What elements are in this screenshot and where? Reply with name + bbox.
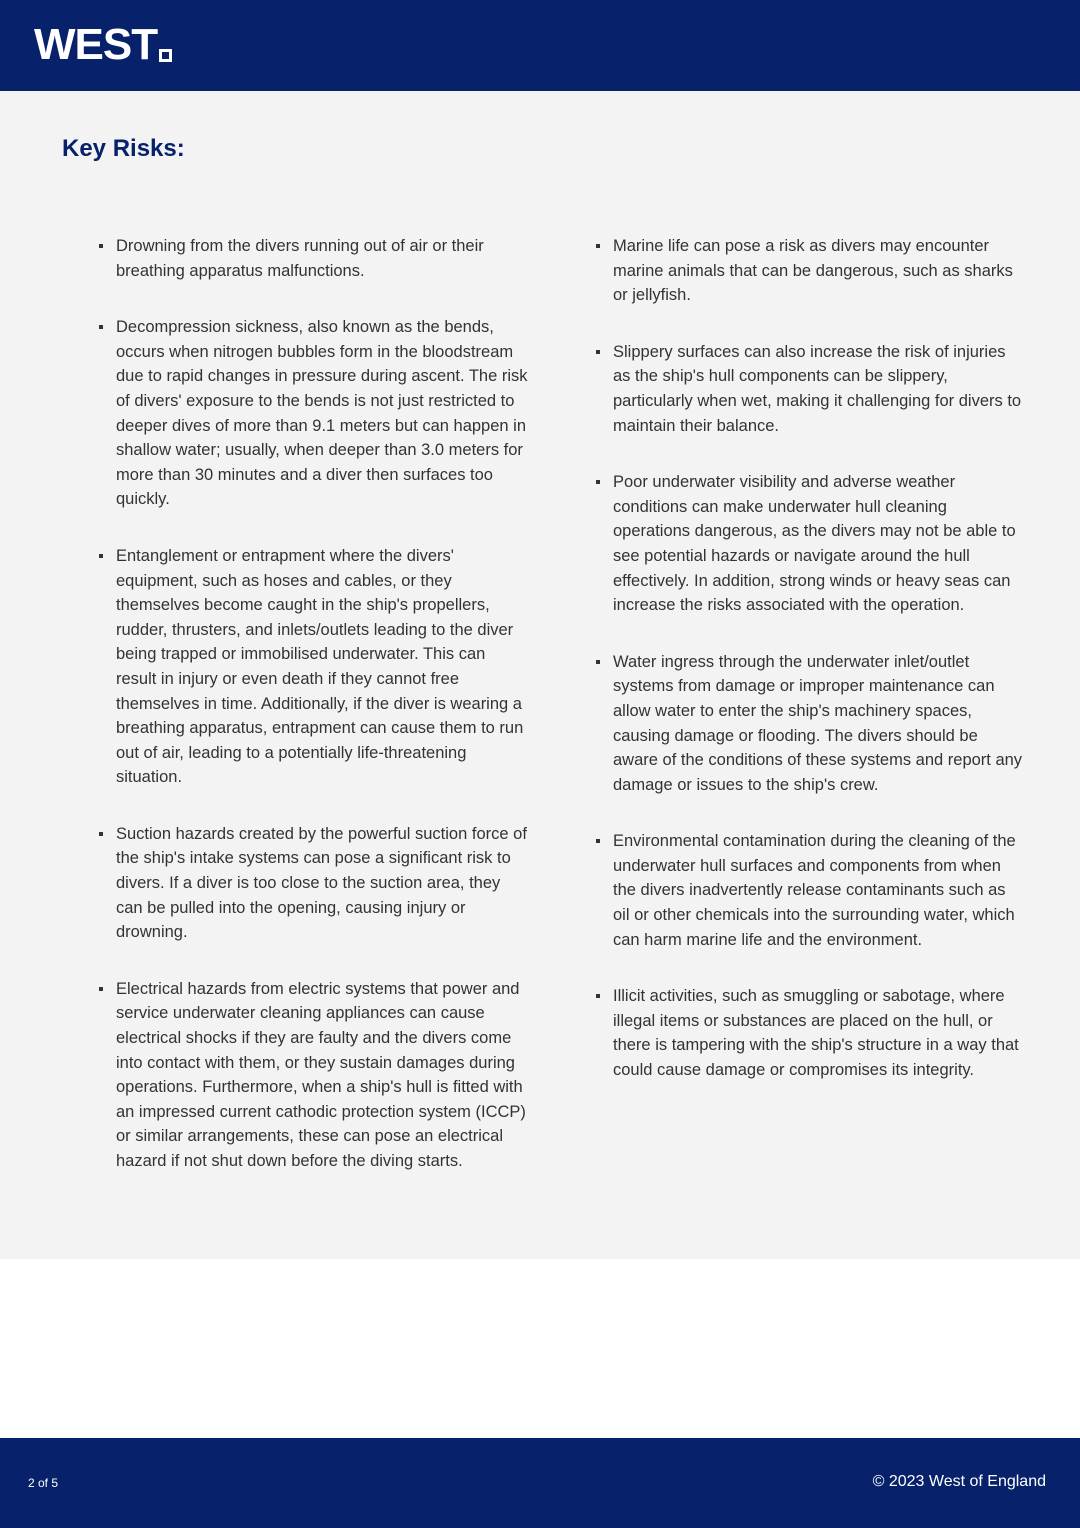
list-item	[98, 315, 528, 512]
list-item	[595, 234, 1025, 308]
risk-list-right	[595, 234, 1025, 1115]
west-logo	[34, 20, 172, 69]
list-item-text: Drowning from the divers running out of air or their breathing apparatus malfunctions.	[116, 237, 484, 280]
list-item-text: Decompression sickness, also known as the bends, occurs when nitrogen bubbles form in the bloodstream due to rapid changes in pressure during ascent. The risk of divers' exposure to the bends is not just restricted to deeper dives of more than 9.1 meters but can happen in shallow water; usually, when deeper than 3.0 meters for more than 30 minutes and a diver then surfaces too quickly.	[116, 318, 528, 509]
main-content	[0, 91, 1080, 1259]
list-item-text: Suction hazards created by the powerful suction force of the ship's intake systems can pose a significant risk to divers. If a diver is too close to the suction area, they can be pulled into the opening, causing injury or drowning.	[116, 824, 527, 942]
page-number: 2 of 5	[28, 1476, 59, 1490]
bullet-icon	[99, 325, 103, 329]
page-footer	[0, 1438, 1080, 1528]
list-item-text: Marine life can pose a risk as divers may encounter marine animals that can be dangerous, such as sharks or jellyfish.	[613, 237, 1013, 305]
bullet-icon	[99, 832, 103, 836]
bullet-icon	[596, 839, 600, 843]
bullet-icon	[596, 994, 600, 998]
list-item-text: Slippery surfaces can also increase the risk of injuries as the ship's hull components can be slippery, particularly when wet, making it challenging for divers to maintain their balance.	[613, 342, 1022, 435]
copyright-text: © 2023 West of England	[872, 1473, 1046, 1490]
list-item	[595, 829, 1025, 952]
logo-text: WEST	[34, 20, 158, 69]
list-item-text: Electrical hazards from electric systems that power and service underwater cleaning appliances can cause electrical shocks if they are faulty and the divers come into contact with them, or they sustain damages during operations. Furthermore, when a ship's hull is fitted with an impressed current cathodic protection system (ICCP) or similar arrangements, these can pose an electrical hazard if not shut down before the diving starts.	[116, 979, 526, 1170]
list-item-text: Water ingress through the underwater inlet/outlet systems from damage or improper maintenance can allow water to enter the ship's machinery spaces, causing damage or flooding. The divers should be aware of the conditions of these systems and report any damage or issues to the ship's crew.	[613, 652, 1023, 794]
bullet-icon	[99, 244, 103, 248]
list-item	[98, 234, 528, 283]
bullet-icon	[99, 987, 103, 991]
list-item-text: Poor underwater visibility and adverse weather conditions can make underwater hull cleaning operations dangerous, as the divers may not be able to see potential hazards or navigate around the hull effectively. In addition, strong winds or heavy seas can increase the risks associated with the operation.	[613, 473, 1016, 615]
list-item-text: Entanglement or entrapment where the divers' equipment, such as hoses and cables, or they themselves become caught in the ship's propellers, rudder, thrusters, and inlets/outlets leading to the diver being trapped or immobilised underwater. This can result in injury or even death if they cannot free themselves in time. Additionally, if the diver is wearing a breathing apparatus, entrapment can cause them to run out of air, leading to a potentially life-threatening situation.	[116, 546, 524, 787]
risk-list-left	[98, 234, 528, 1206]
bullet-icon	[99, 554, 103, 558]
bullet-icon	[596, 480, 600, 484]
list-item-text: Illicit activities, such as smuggling or sabotage, where illegal items or substances are placed on the hull, or there is tampering with the ship's structure in a way that could cause damage or compromises its integrity.	[613, 987, 1019, 1080]
list-item	[98, 977, 528, 1174]
list-item	[595, 650, 1025, 798]
list-item	[98, 822, 528, 945]
list-item	[595, 984, 1025, 1082]
list-item	[595, 340, 1025, 438]
list-item-text: Environmental contamination during the cleaning of the underwater hull surfaces and components from when the divers inadvertently release contaminants such as oil or other chemicals into the surrounding water, which can harm marine life and the environment.	[613, 832, 1016, 949]
section-title: Key Risks:	[62, 135, 185, 162]
bullet-icon	[596, 244, 600, 248]
page-header	[0, 0, 1080, 91]
bullet-icon	[596, 350, 600, 354]
logo-square-icon	[159, 49, 172, 62]
list-item	[98, 544, 528, 790]
list-item	[595, 470, 1025, 618]
bullet-icon	[596, 660, 600, 664]
